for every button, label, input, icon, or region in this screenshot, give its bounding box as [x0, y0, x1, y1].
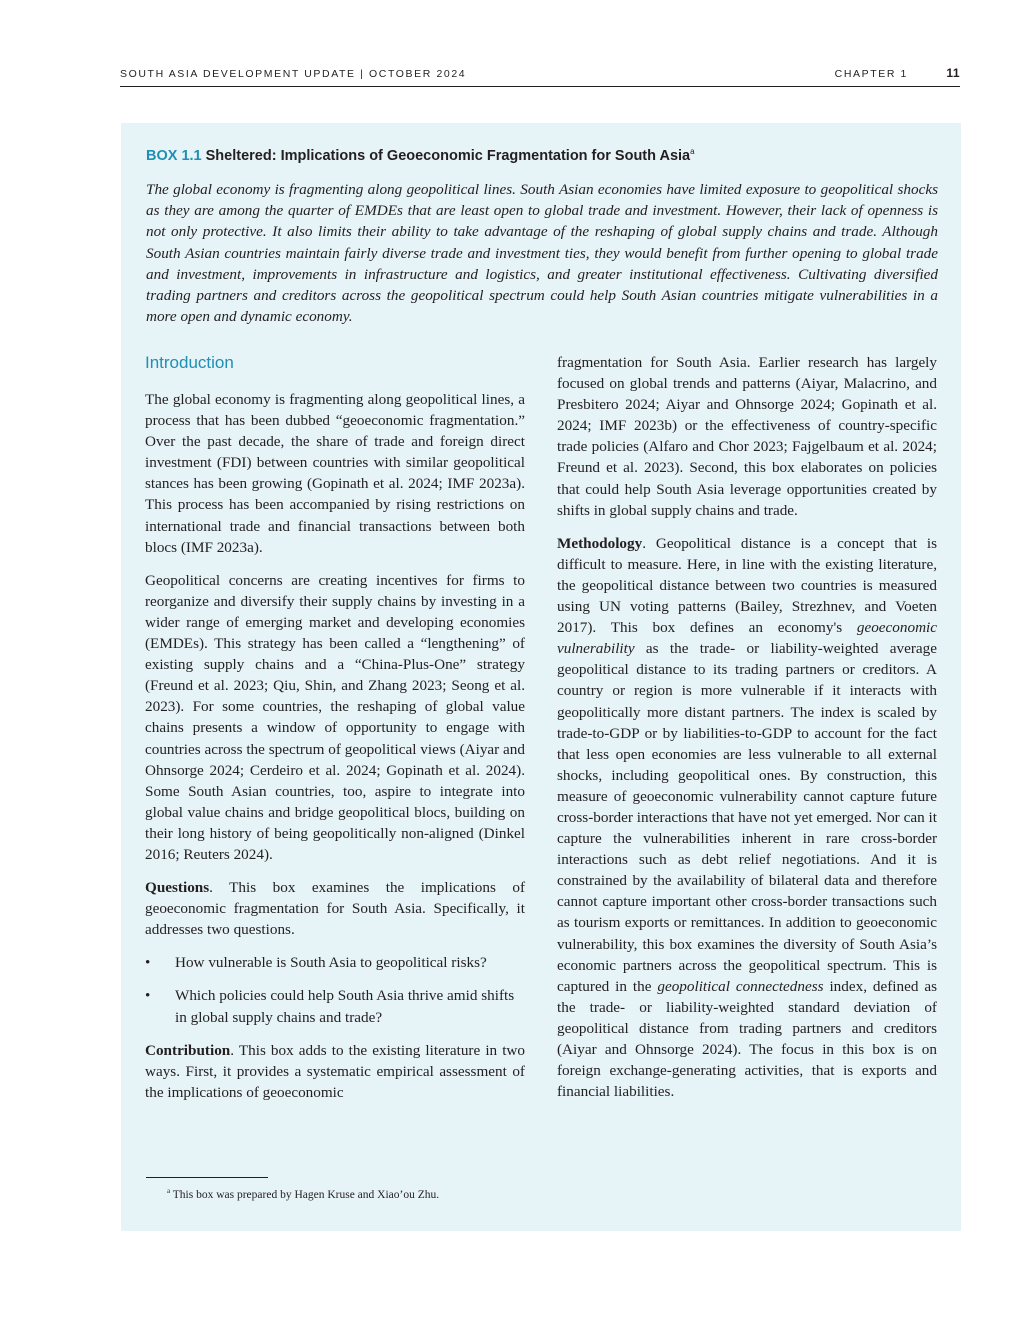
box-title: [146, 147, 695, 164]
contribution-text: . This box adds to the existing literature in two ways. First, it provides a systematic empirical assessment of the implications of geoeconomic: [145, 1041, 525, 1101]
right-column: [557, 352, 937, 1114]
list-item: [145, 985, 525, 1027]
intro-paragraph-1: The global economy is fragmenting along geopolitical lines, a process that has been dubbed “geoeconomic fragmentation.” Over the past decade, the share of trade and foreign direct investment (FDI) between countries with similar geopolitical stances has been growing (Gopinath et al. 2024; IMF 2023a). This process has been accompanied by rising restrictions on international trade and financial transactions between both blocs (IMF 2023a).: [145, 391, 525, 556]
methodology-label: Methodology: [557, 534, 643, 552]
box-abstract: The global economy is fragmenting along geopolitical lines. South Asian economies have limited exposure to geopolitical shocks as they are among the quarter of EMDEs that are least open to global trade and investment. However, their lack of openness is not only protective. It also limits their ability to take advantage of the reshaping of global supply chains and trade. Although South Asian countries maintain fairly diverse trade and investment ties, they would benefit from further opening to global trade and investment, improvements in infrastructure and logistics, and greater institutional effectiveness. Cultivating diversified trading partners and creditors across the geopolitical spectrum could help South Asian countries mitigate vulnerabilities in a more open and dynamic economy.: [146, 181, 938, 326]
bullet-icon: •: [145, 954, 151, 972]
methodology-paragraph: [557, 533, 937, 1103]
list-item-text: How vulnerable is South Asia to geopolitical risks?: [175, 954, 487, 972]
left-column: [145, 352, 525, 1115]
methodology-text-2: as the trade- or liability-weighted average geopolitical distance to its trading partners or creditors. A country or region is more vulnerable if it interacts with geopolitically more distant partners. The index is scaled by trade-to-GDP or by liabilities-to-GDP to account for the fact that less open economies are less vulnerable to all external shocks, including geopolitical ones. By construction, this measure of geoeconomic vulnerability cannot capture future cross-border interactions that have not yet emerged. Nor can it capture the vulnerabilities inherent in rare cross-border interactions such as debt relief negotiations. And it is constrained by the availability of bilateral data and therefore cannot capture important other cross-border transactions such as tourism exports or remittances. In addition to geoeconomic vulnerability, this box examines the diversity of South Asia’s economic partners across the geopolitical spectrum. This is captured in the: [557, 640, 937, 995]
footnote-marker: a: [167, 1187, 171, 1195]
box-title-text: Sheltered: Implications of Geoeconomic Fragmentation for South Asia: [205, 147, 691, 164]
methodology-text-1: . Geopolitical distance is a concept that is difficult to measure. Here, in line with the existing literature, the geopolitical distance between two countries is measured using UN voting patterns (Bailey, Strezhnev, and Voeten 2017). This box defines an economy's: [557, 534, 937, 637]
contribution-label: Contribution: [145, 1041, 231, 1059]
chapter-label: CHAPTER 1: [834, 68, 908, 80]
questions-paragraph: [145, 877, 525, 940]
footnote-divider: [146, 1177, 268, 1178]
box-label: BOX 1.1: [146, 147, 202, 164]
footnote-text: This box was prepared by Hagen Kruse and Xiao’ou Zhu.: [170, 1188, 440, 1201]
bullet-icon: •: [145, 987, 151, 1005]
title-footnote-marker: a: [690, 147, 695, 156]
list-item-text: Which policies could help South Asia thrive amid shifts in global supply chains and trade?: [175, 987, 515, 1026]
contribution-paragraph: [145, 1040, 525, 1103]
publication-title: SOUTH ASIA DEVELOPMENT UPDATE | OCTOBER 2024: [120, 68, 467, 80]
questions-text: . This box examines the implications of geoeconomic fragmentation for South Asia. Specifically, it addresses two questions.: [145, 879, 525, 939]
questions-label: Questions: [145, 879, 210, 897]
term-geoeconomic-vulnerability: geoeconomic vulnerability: [557, 619, 937, 658]
intro-paragraph-2: Geopolitical concerns are creating incentives for firms to reorganize and diversify their supply chains by investing in a wider range of emerging market and developing economies (EMDEs). This strategy has been called a “lengthening” of existing supply chains and a “China-Plus-One” strategy (Freund et al. 2023; Qiu, Shin, and Zhang 2023; Seong et al. 2023). For some countries, the reshaping of global value chains presents a window of opportunity to engage with countries across the spectrum of geopolitical views (Aiyar and Ohnsorge 2024; Cerdeiro et al. 2024; Gopinath et al. 2024). Some South Asian countries, too, aspire to integrate into global value chains and bridge geopolitical blocs, building on their long history of being geopolitically non-aligned (Dinkel 2016; Reuters 2024).: [145, 571, 525, 863]
term-geopolitical-connectedness: geopolitical connectedness: [657, 977, 824, 995]
box-panel: [121, 123, 961, 1231]
contribution-continued-paragraph: fragmentation for South Asia. Earlier research has largely focused on global trends and patterns (Aiyar, Malacrino, and Presbitero 2024; Aiyar and Ohnsorge 2024; Gopinath et al. 2024; IMF 2023b) or the effectiveness of country-specific trade policies (Alfaro and Chor 2023; Fajgelbaum et al. 2024; Freund et al. 2023). Second, this box elaborates on policies that could help South Asia leverage opportunities created by shifts in global supply chains and trade.: [557, 354, 937, 519]
running-header: [120, 66, 960, 87]
page-number: 11: [946, 66, 960, 80]
section-heading-introduction: Introduction: [145, 353, 234, 372]
methodology-text-3: index, defined as the trade- or liability-weighted standard deviation of geopolitical distance from trading partners and creditors (Aiyar and Ohnsorge 2024). The focus in this box is on foreign exchange-generating activities, that is exports and financial liabilities.: [557, 977, 937, 1101]
list-item: [145, 952, 525, 973]
questions-list: [145, 952, 525, 1027]
footnote: [167, 1187, 439, 1201]
